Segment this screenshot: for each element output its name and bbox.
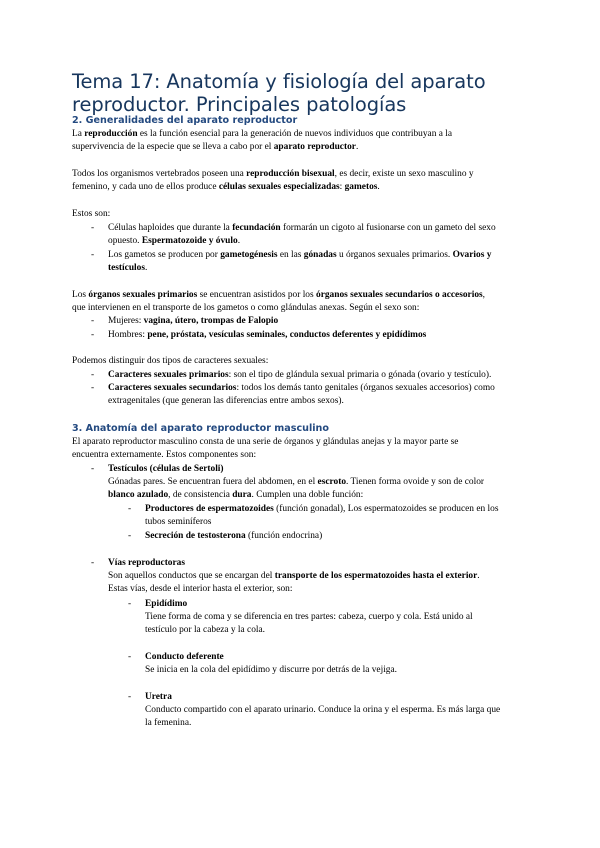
list-dash: -: [91, 464, 95, 474]
page-title: [72, 70, 542, 116]
list-dash: -: [91, 223, 95, 233]
testiculos-line2: blanco azulado, de consistencia dura. Cumplen una doble función:: [108, 490, 364, 500]
list-dash: -: [91, 316, 95, 326]
epididimo-line2: testículo por la cabeza y la cola.: [145, 625, 265, 635]
page-title-line-1: Tema 17: Anatomía y fisiología del aparato: [72, 70, 486, 93]
uretra-line2: la femenina.: [145, 718, 192, 728]
sec3-p1-line1: El aparato reproductor masculino consta de una serie de órganos y glándulas anejas y la mayor parte se: [72, 437, 459, 447]
section-2-heading: 2. Generalidades del aparato reproductor: [72, 115, 298, 126]
sec2-b6-line1: Caracteres sexuales secundarios: todos los demás tanto genitales (órganos sexuales accesorios) como: [108, 383, 495, 393]
vias-line1: Son aquellos conductos que se encargan del transporte de los espermatozoides hasta el exterior.: [108, 571, 480, 581]
sec2-b6-line2: extragenitales (que generan las diferencias entre ambos sexos).: [108, 396, 344, 406]
sec2-b2-line2: testículos.: [108, 263, 148, 273]
sec2-p3-line2: que intervienen en el transporte de los gametos o como glándulas anexas. Según el sexo son:: [72, 303, 420, 313]
list-dash: -: [91, 558, 95, 568]
page-title-line-2: reproductor. Principales patologías: [72, 93, 407, 116]
sec2-p3-line1: Los órganos sexuales primarios se encuentran asistidos por los órganos sexuales secundarios o accesorios,: [72, 290, 486, 300]
uretra-title: Uretra: [145, 692, 172, 702]
sec2-b2-line1: Los gametos se producen por gametogénesis en las gónadas u órganos sexuales primarios. Ovarios y: [108, 250, 492, 260]
vias-title: Vías reproductoras: [108, 558, 185, 568]
sec2-b5: Caracteres sexuales primarios: son el tipo de glándula sexual primaria o gónada (ovario y testículo).: [108, 370, 492, 380]
sec2-estos: Estos son:: [72, 209, 111, 219]
deferente-title: Conducto deferente: [145, 652, 224, 662]
vias-line2: Estas vías, desde el interior hasta el exterior, son:: [108, 584, 293, 594]
sec2-p1-line1: La reproducción es la función esencial para la generación de nuevos individuos que contribuyan a la: [72, 129, 453, 139]
list-dash: -: [91, 330, 95, 340]
list-dash: -: [91, 370, 95, 380]
sec2-b3: Mujeres: vagina, útero, trompas de Falopio: [108, 316, 279, 326]
funcion-2: Secreción de testosterona (función endocrina): [145, 531, 323, 541]
list-dash: -: [128, 652, 132, 662]
list-dash: -: [128, 531, 132, 541]
uretra-line1: Conducto compartido con el aparato urinario. Conduce la orina y el esperma. Es más larga que: [145, 705, 501, 715]
funcion-1-line2: tubos seminíferos: [145, 517, 212, 527]
sec2-p1-line2: supervivencia de la especie que se lleva a cabo por el aparato reproductor.: [72, 142, 359, 152]
sec2-p2-line2: femenino, y cada uno de ellos produce células sexuales especializadas: gametos.: [72, 182, 380, 192]
list-dash: -: [91, 250, 95, 260]
section-3-heading: 3. Anatomía del aparato reproductor masculino: [72, 423, 329, 434]
deferente-line1: Se inicia en la cola del epidídimo y discurre por detrás de la vejiga.: [145, 665, 397, 675]
list-dash: -: [91, 383, 95, 393]
sec3-p1-line2: encuentra externamente. Estos componentes son:: [72, 450, 257, 460]
sec2-b4: Hombres: pene, próstata, vesículas seminales, conductos deferentes y epidídimos: [108, 330, 427, 340]
epididimo-line1: Tiene forma de coma y se diferencia en tres partes: cabeza, cuerpo y cola. Está unido al: [145, 612, 473, 622]
sec2-p4: Podemos distinguir dos tipos de caracteres sexuales:: [72, 356, 269, 366]
testiculos-title: Testículos (células de Sertoli): [108, 464, 224, 474]
sec2-p2-line1: Todos los organismos vertebrados poseen una reproducción bisexual, es decir, existe un sexo masculino y: [72, 169, 474, 179]
testiculos-line1: Gónadas pares. Se encuentran fuera del abdomen, en el escroto. Tienen forma ovoide y son de color: [108, 477, 485, 487]
list-dash: -: [128, 692, 132, 702]
list-dash: -: [128, 599, 132, 609]
funcion-1-line1: Productores de espermatozoides (función gonadal), Los espermatozoides se producen en los: [145, 504, 499, 514]
list-dash: -: [128, 504, 132, 514]
sec2-b1-line1: Células haploides que durante la fecundación formarán un cigoto al fusionarse con un gameto del sexo: [108, 223, 496, 233]
sec2-b1-line2: opuesto. Espermatozoide y óvulo.: [108, 236, 241, 246]
epididimo-title: Epidídimo: [145, 599, 188, 609]
